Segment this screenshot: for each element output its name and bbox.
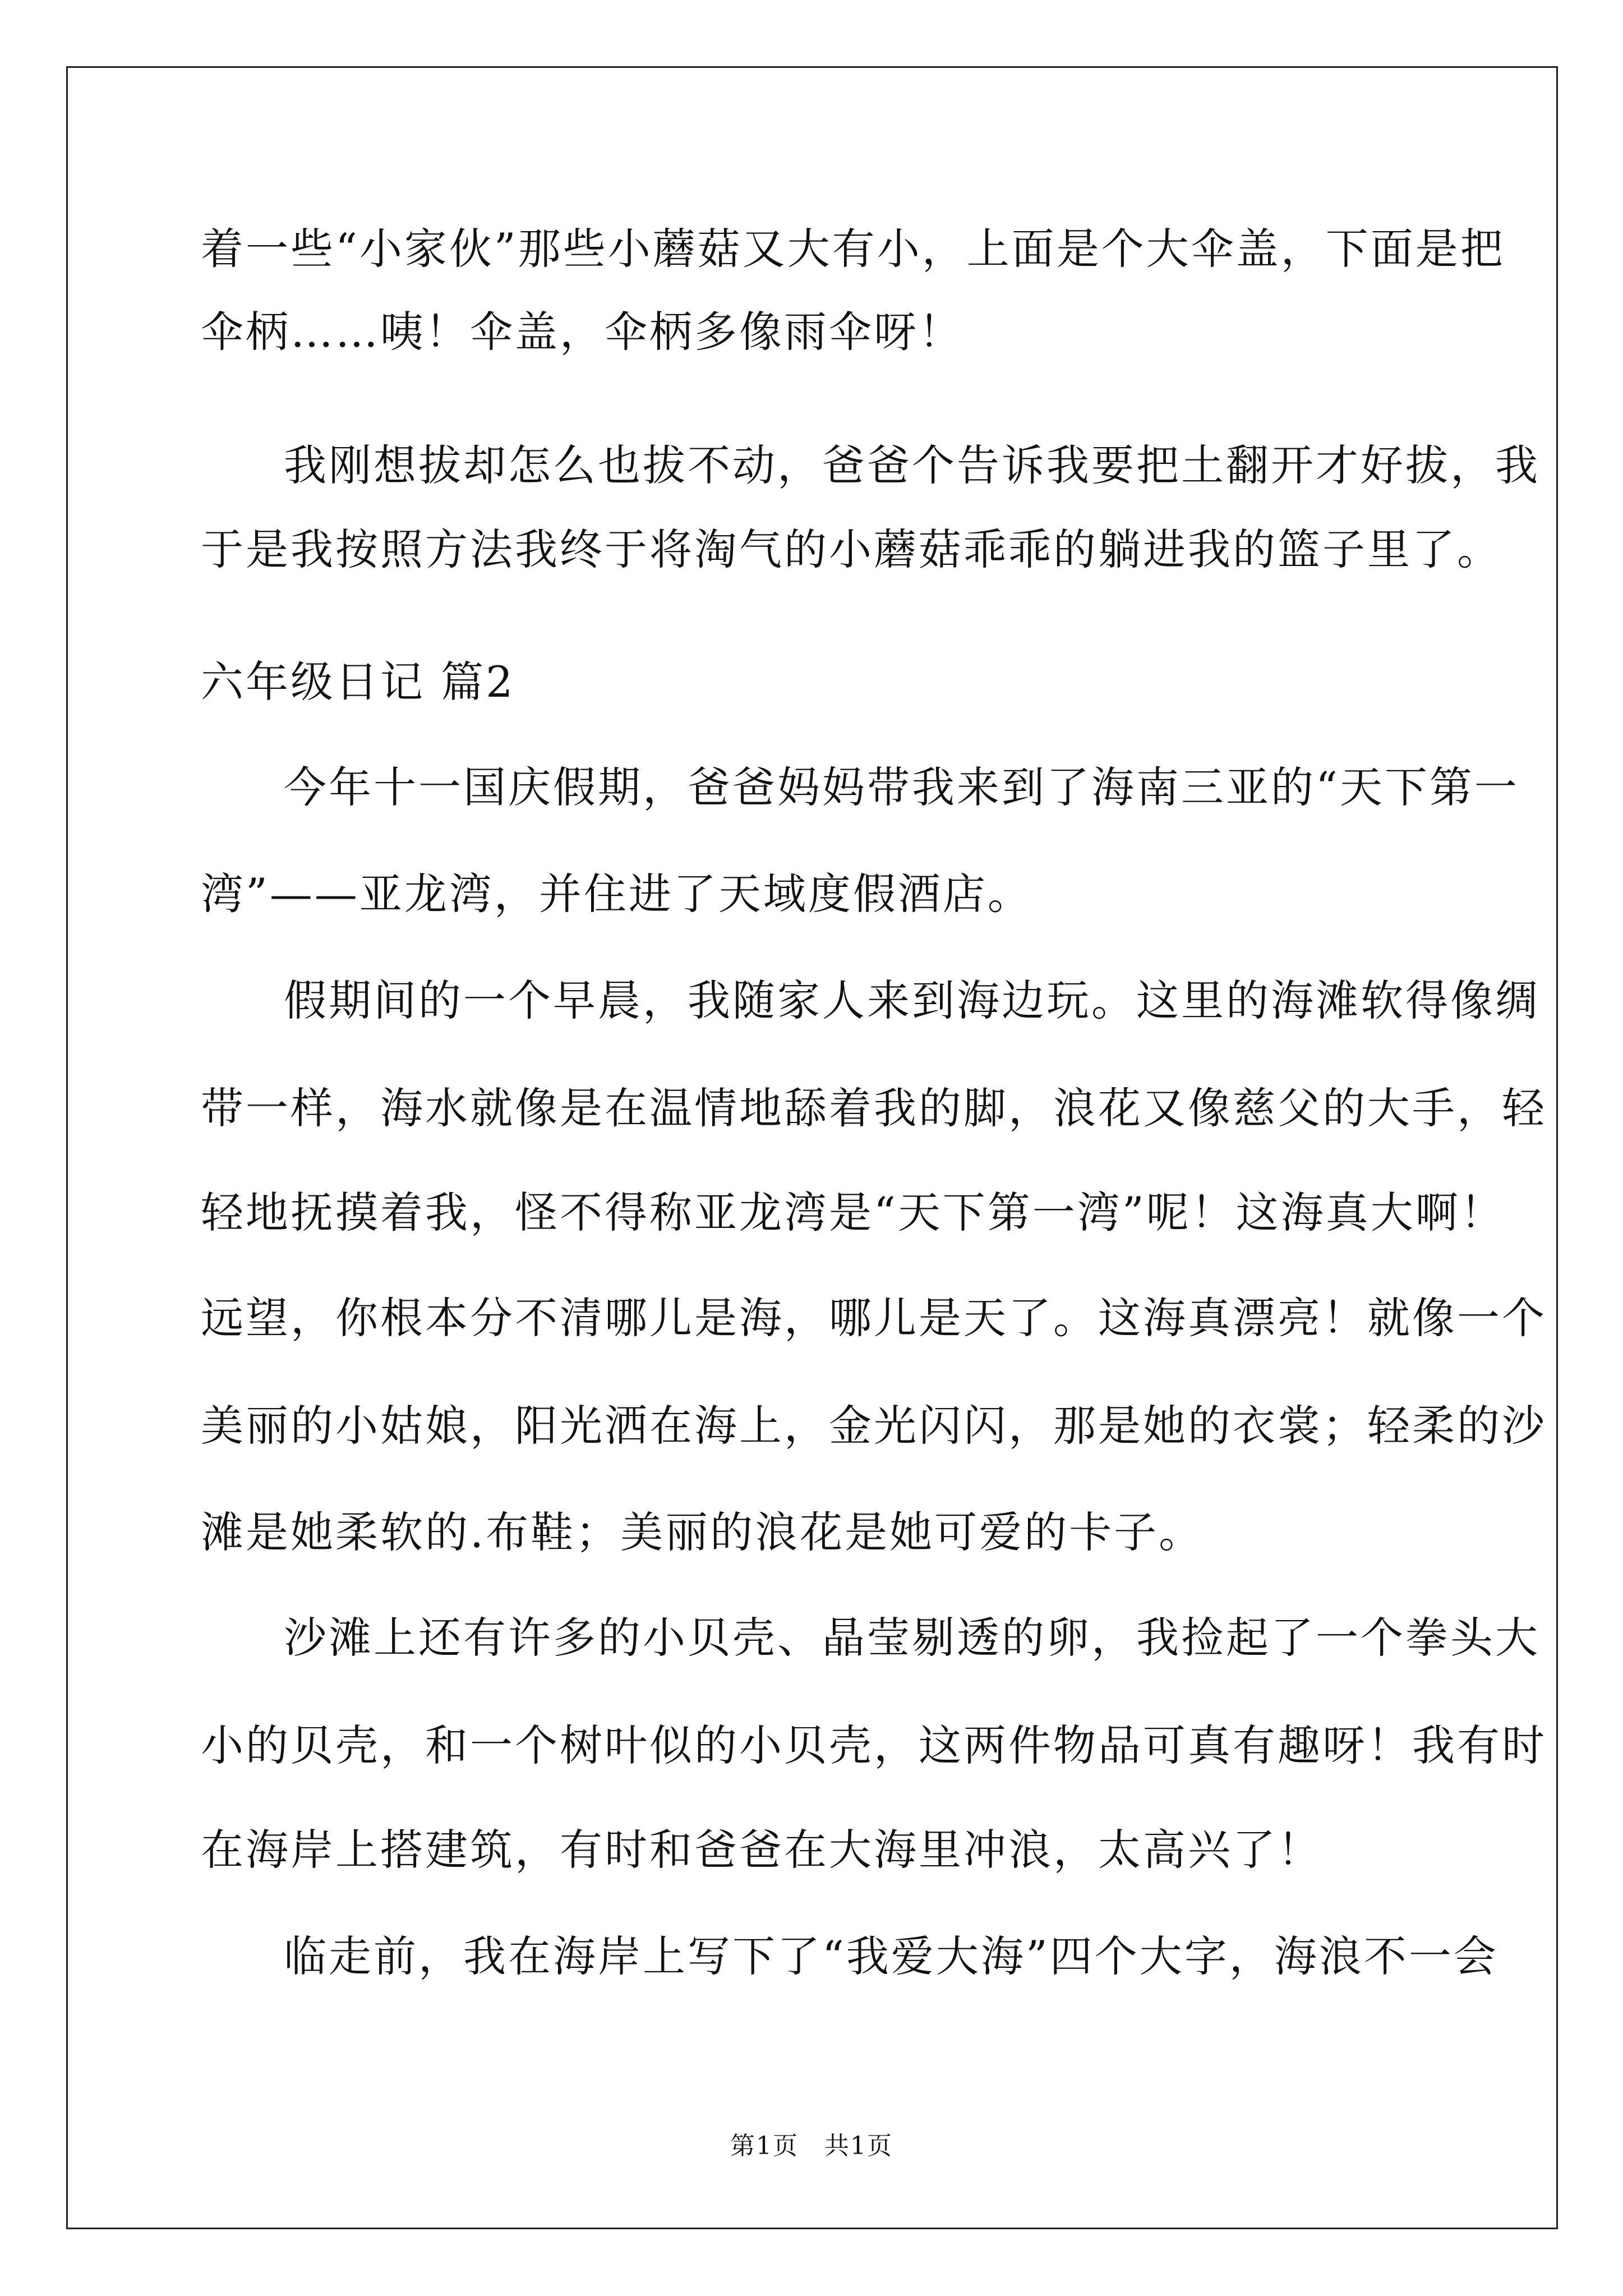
section-heading: 六年级日记 篇2	[201, 657, 515, 707]
paragraph-first-line: 我刚想拔却怎么也拔不动，爸爸个告诉我要把土翻开才好拔，我	[284, 440, 1540, 490]
paragraph-first-line: 沙滩上还有许多的小贝壳、晶莹剔透的卵，我捡起了一个拳头大	[284, 1613, 1540, 1663]
text-line: 湾”——亚龙湾，并住进了天域度假酒店。	[201, 869, 1032, 919]
paragraph-first-line: 临走前，我在海岸上写下了“我爱大海”四个大字，海浪不一会	[284, 1931, 1498, 1981]
text-line: 轻地抚摸着我，怪不得称亚龙湾是“天下第一湾”呢！这海真大啊！	[201, 1188, 1505, 1237]
text-line: 于是我按照方法我终于将淘气的小蘑菇乖乖的躺进我的篮子里了。	[201, 524, 1502, 574]
text-line: 滩是她柔软的.布鞋；美丽的浪花是她可爱的卡子。	[201, 1507, 1204, 1557]
text-line: 远望，你根本分不清哪儿是海，哪儿是天了。这海真漂亮！就像一个	[201, 1293, 1547, 1343]
text-line: 着一些“小家伙”那些小蘑菇又大有小，上面是个大伞盖，下面是把	[201, 224, 1505, 274]
text-line: 美丽的小姑娘，阳光洒在海上，金光闪闪，那是她的衣裳；轻柔的沙	[201, 1401, 1547, 1451]
paragraph-first-line: 假期间的一个早晨，我随家人来到海边玩。这里的海滩软得像绸	[284, 976, 1540, 1025]
text-line: 在海岸上搭建筑，有时和爸爸在大海里冲浪，太高兴了！	[201, 1825, 1322, 1875]
text-line: 带一样，海水就像是在温情地舔着我的脚，浪花又像慈父的大手，轻	[201, 1083, 1547, 1133]
paragraph-first-line: 今年十一国庆假期，爸爸妈妈带我来到了海南三亚的“天下第一	[284, 762, 1519, 812]
text-line: 伞柄……咦！伞盖，伞柄多像雨伞呀！	[201, 307, 963, 357]
text-line: 小的贝壳，和一个树叶似的小贝壳，这两件物品可真有趣呀！我有时	[201, 1720, 1547, 1770]
page-border	[66, 66, 1558, 2229]
page-footer: 第1页 共1页	[730, 2132, 893, 2160]
